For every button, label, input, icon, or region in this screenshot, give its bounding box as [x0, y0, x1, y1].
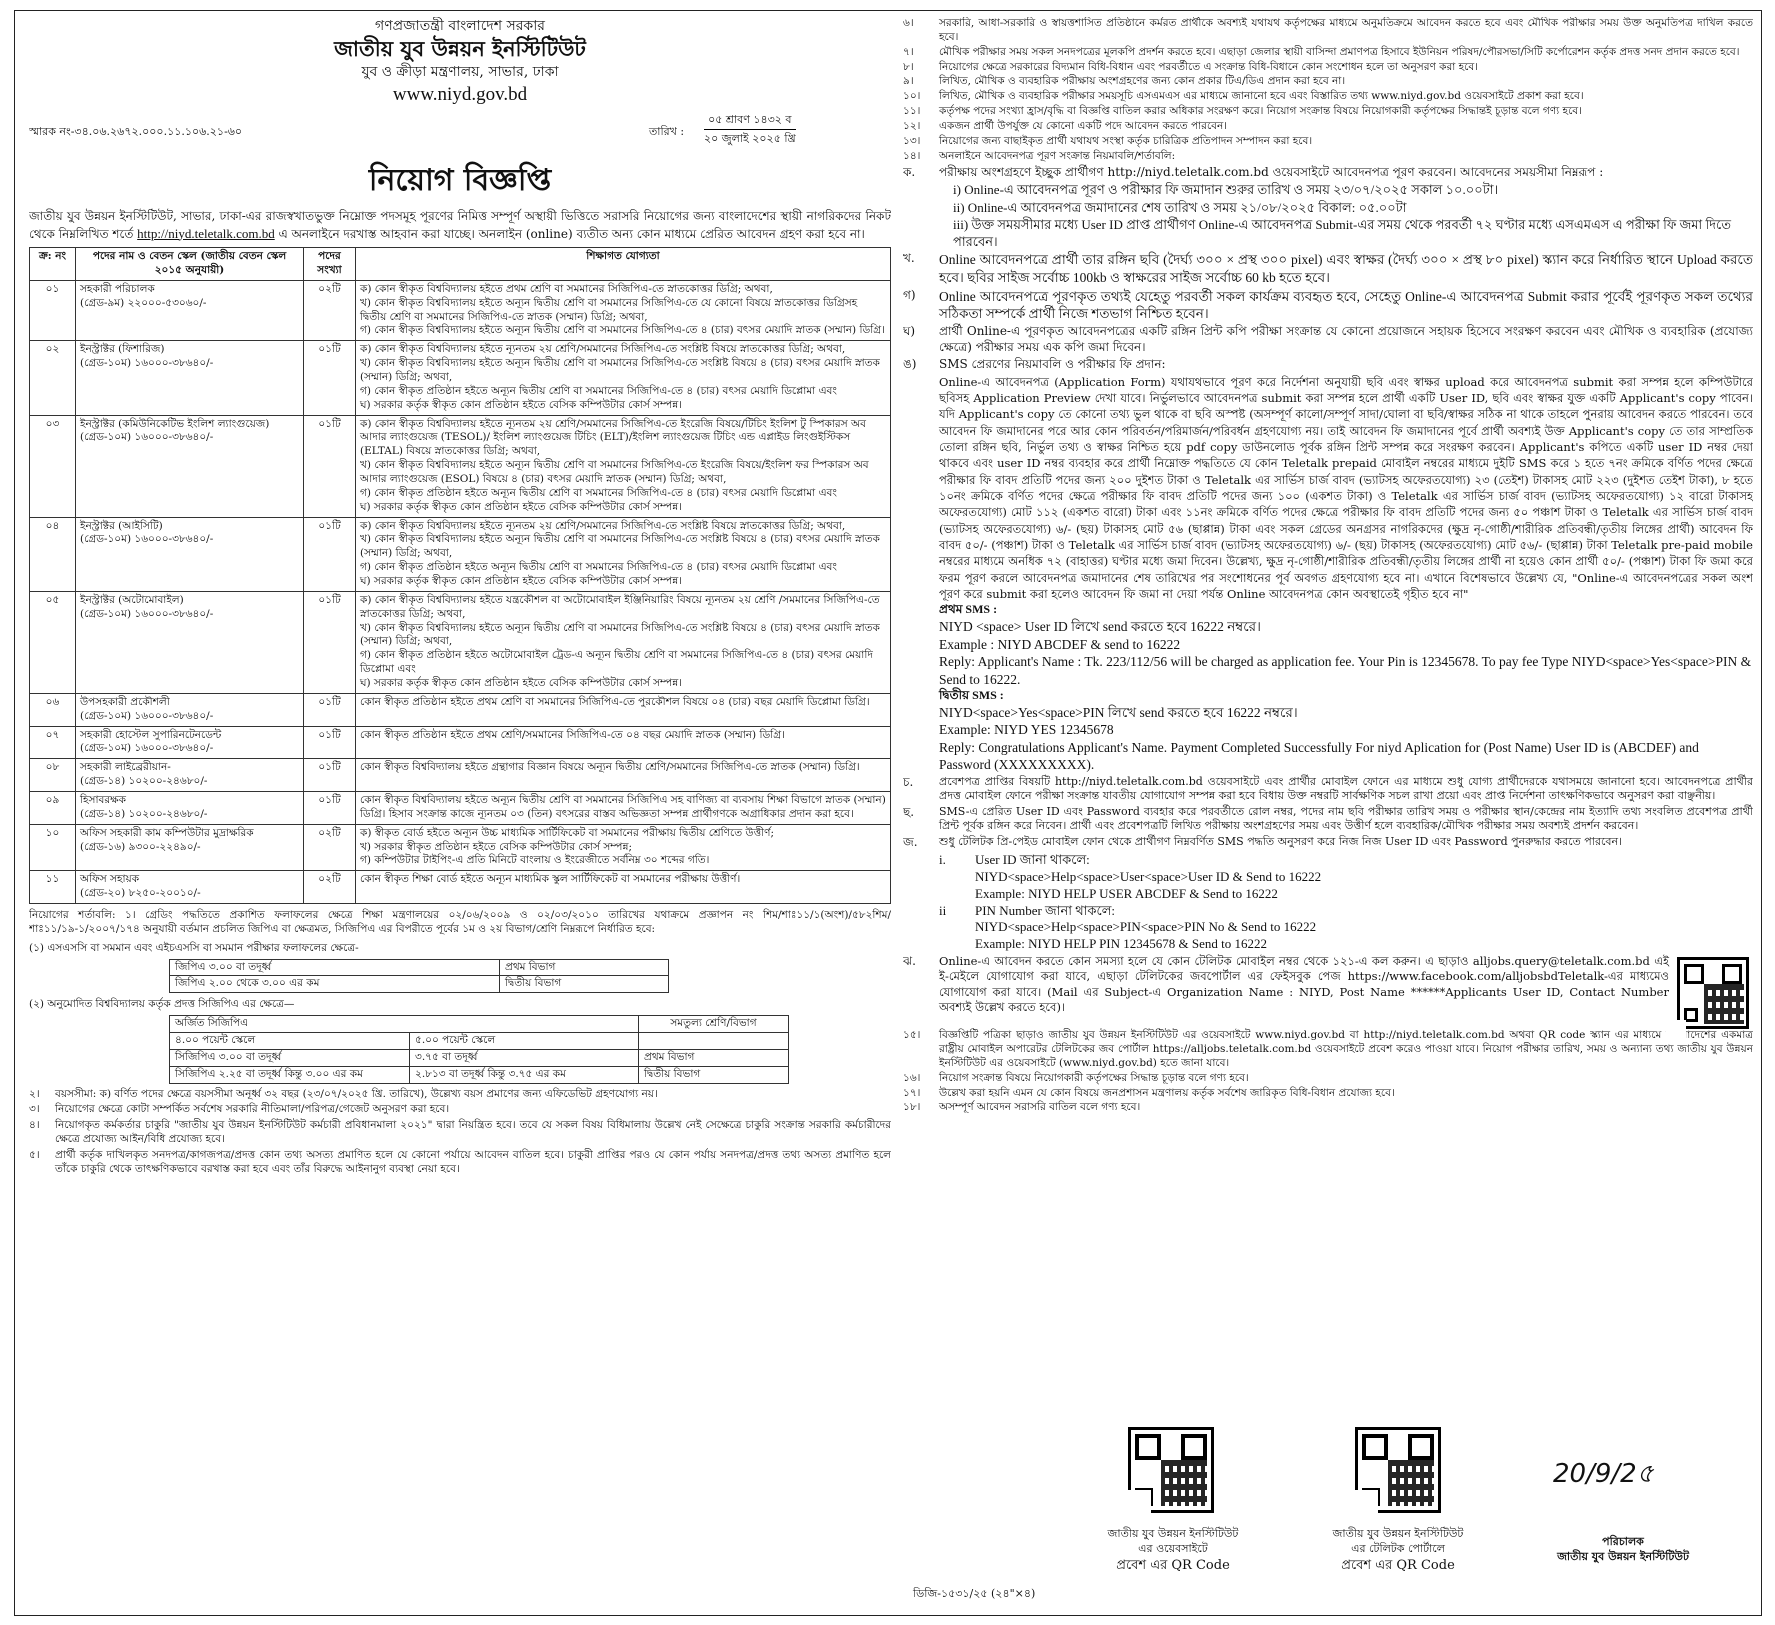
serial-cell: ০৫	[30, 591, 76, 693]
item-number: ৭।	[903, 45, 914, 58]
post-cell	[76, 341, 304, 415]
ssc-gpa: জিপিএ ২.০০ থেকে ৩.০০ এর কম	[170, 976, 500, 993]
qr-code-icon[interactable]	[1355, 1427, 1441, 1513]
qualification-line: ক) কোন স্বীকৃত বিশ্ববিদ্যালয় হইতে প্রথম শ্রেণি বা সমমানের সিজিপিএ-তে স্নাতকোত্তর ডিগ্রি; অথবা,	[360, 282, 773, 295]
qualification-line: ক) কোন স্বীকৃত বিশ্ববিদ্যালয় হইতে ন্যূনতম ২য় শ্রেণি/সমমানের সিজিপিএ-তে সংশ্লিষ্ট বিষয়ে স্নাতকোত্তর ডিগ্রি; অথবা,	[360, 519, 846, 532]
sms-line: NIYD<space>Help<space>PIN<space>PIN No & Send to 16222	[975, 919, 1317, 935]
post-name: সহকারী লাইব্রেরীয়ান-	[80, 761, 171, 774]
item-gha	[903, 324, 1753, 356]
item-number: ১৭।	[903, 1086, 921, 1099]
item-cha	[903, 775, 1753, 804]
post-name: উপসহকারী প্রকৌশলী	[80, 695, 170, 708]
sms-line: Reply: Congratulations Applicant's Name. Payment Completed Successfully For niyd Aplication for (Post Name) User ID is (ABCDEF) and Password (XXXXXXXXX).	[939, 739, 1699, 773]
intro-paragraph	[29, 208, 891, 242]
post-grade: (গ্রেড-১০ম) ১৬০০০-৩৮৬৪০/-	[80, 742, 214, 755]
qualification-line: ক) কোন স্বীকৃত বিশ্ববিদ্যালয় হইতে ন্যূনতম ২য় শ্রেণি/সমমানের সিজিপিএ-তে ইংরেজি বিষয়ে/টিচিং ইংলিশ টু স্পিকারস অব আদার ল্যাংগুয়েজ (TESOL)/ ইংলিশ ল্যাংগুয়েজ টিচিং (ELT)/ইংলিশ ল্যাংগুয়েজ টিচিং এন্ড এপ্লাইড লিংগুইস্টিকস (ELTAL) বিষয়ে স্নাতকোত্তর ডিগ্রি; অথবা,	[360, 417, 866, 458]
sms-first-heading: প্রথম SMS :	[939, 602, 998, 617]
qualification-cell	[356, 341, 891, 415]
sms-line: Reply: Applicant's Name : Tk. 223/112/56 will be charged as application fee. Your Pin is 12345678. To pay fee Type NIYD<space>Yes<space>PIN & Send to 16222.	[939, 654, 1752, 687]
count-cell: ০১টি	[304, 792, 356, 825]
count-cell: ০১টি	[304, 341, 356, 415]
count-cell: ০১টি	[304, 415, 356, 517]
numbered-item	[903, 1029, 1753, 1071]
post-grade: (গ্রেড-১০ম) ১৬০০০-৩৮৬৪০/-	[80, 607, 214, 620]
signature: 20/9/2৫	[1553, 1459, 1654, 1489]
qualification-line: গ) কোন স্বীকৃত প্রতিষ্ঠান হইতে অন্যূন দ্বিতীয় শ্রেণি বা সমমানের সিজিপিএ-তে ৪ (চার) বৎসর মেয়াদি ডিপ্লোমা এবং	[360, 561, 837, 574]
item-number: ৯।	[903, 75, 914, 88]
post-grade: (গ্রেড-১৬) ৯৩০০-২২৪৯০/-	[80, 840, 201, 853]
post-cell	[76, 792, 304, 825]
post-name: হিসাবরক্ষক	[80, 794, 126, 806]
government-name: গণপ্রজাতন্ত্রী বাংলাদেশ সরকার	[375, 18, 545, 34]
item-letter: ক.	[903, 164, 916, 179]
univ-row	[170, 1066, 789, 1083]
recovery-pin	[939, 903, 1753, 920]
count-cell: ০১টি	[304, 517, 356, 591]
qr2-caption	[1308, 1527, 1488, 1574]
item-number: ৪।	[29, 1119, 40, 1132]
date-english: ২০ জুলাই ২০২৫ খ্রি	[704, 132, 796, 146]
item-letter: i.	[939, 851, 946, 867]
univ-cell: ৩.৭৫ বা তদূর্ধ্ব	[410, 1049, 639, 1066]
univ-cell: ৫.০০ পয়েন্ট স্কেলে	[410, 1033, 639, 1050]
serial-cell: ০১	[30, 280, 76, 340]
qualification-line: ঘ) সরকার কর্তৃক স্বীকৃত কোন প্রতিষ্ঠান হইতে বেসিক কম্পিউটার কোর্স সম্পন্ন।	[360, 500, 682, 513]
caption-line: জাতীয় যুব উন্নয়ন ইনস্টিটিউট	[1107, 1527, 1239, 1540]
univ-cell: ৪.০০ পয়েন্ট স্কেলে	[170, 1033, 410, 1050]
qualification-cell	[356, 415, 891, 517]
qualification-line: ক) কোন স্বীকৃত বিশ্ববিদ্যালয় হইতে যন্ত্রকৌশল বা অটোমোবাইল ইঞ্জিনিয়ারিং বিষয়ে ন্যূনতম ২য় শ্রেণি /সমমানের সিজিপিএ-তে স্নাতকোত্তর ডিগ্রি; অথবা,	[360, 593, 880, 620]
item-text: পরীক্ষায় অংশগ্রহণে ইচ্ছুক প্রার্থীগণ http://niyd.teletalk.com.bd ওয়েবসাইটে আবেদনপত্র পূরণ করবেন। আবেদনের সময়সীমা নিম্নরূপ :	[939, 164, 1604, 179]
univ-cell: সিজিপিএ ২.২৫ বা তদূর্ধ্ব কিন্তু ৩.০০ এর কম	[170, 1066, 410, 1083]
qualification-line: খ) কোন স্বীকৃত বিশ্ববিদ্যালয় হইতে অন্যূন দ্বিতীয় শ্রেণি বা সমমানের সিজিপিএ-তে ইংরেজি বিষয়ে/ইংলিশ ফর স্পিকারস অব আদার ল্যাংগুয়েজ (ESOL) বিষয়ে ৪ (চার) বৎসর মেয়াদি স্নাতক (সম্মান) ডিগ্রি; অথবা,	[360, 459, 869, 485]
qualification-line: ক) কোন স্বীকৃত বিশ্ববিদ্যালয় হইতে ন্যূনতম ২য় শ্রেণি/সমমানের সিজিপিএ-তে সংশ্লিষ্ট বিষয়ে স্নাতকোত্তর ডিগ্রি; অথবা,	[360, 343, 846, 356]
caption-line: জাতীয় যুব উন্নয়ন ইনস্টিটিউট	[1332, 1527, 1464, 1540]
numbered-item	[29, 1103, 891, 1117]
item-text: কর্তৃপক্ষ পদের সংখ্যা হ্রাস/বৃদ্ধি বা বিজ্ঞপ্তি বাতিল করার অধিকার সংরক্ষণ করে। নিয়োগ সংক্রান্ত বিষয়ে নিয়োগকারী কর্তৃপক্ষের সিদ্ধান্তই চূড়ান্ত বলে গণ্য হবে।	[939, 105, 1582, 118]
item-number: ১৮।	[903, 1101, 921, 1114]
notice-page	[14, 10, 1762, 1616]
numbered-item	[903, 61, 1753, 75]
univ-cell: সিজিপিএ ৩.০০ বা তদূর্ধ্ব	[170, 1049, 410, 1066]
qr-code-icon[interactable]	[1677, 957, 1749, 1029]
item-number: ১৩।	[903, 134, 921, 147]
ssc-heading: (১) এসএসসি বা সমমান এবং এইচএসসি বা সমমান পরীক্ষার ফলাফলের ক্ষেত্রে-	[29, 941, 359, 954]
table-row	[30, 726, 891, 759]
qualification-cell	[356, 871, 891, 904]
item-text: একজন প্রার্থী উপর্যুক্ত যে কোনো একটি পদে আবেদন করতে পারবেন।	[939, 120, 1228, 133]
numbered-item	[29, 1119, 891, 1147]
left-numbered-list	[29, 1088, 891, 1177]
item-number: ৮।	[903, 60, 914, 73]
item-text: শুধু টেলিটক প্রি-পেইড মোবাইল ফোন থেকে প্রার্থীগণ নিম্নবর্ণিত SMS পদ্ধতি অনুসরণ করে নিজ নিজ User ID এবং Password পুনরুদ্ধার করতে পারবেন।	[939, 835, 1623, 848]
item-letter: ii	[939, 902, 947, 918]
date-label: তারিখ :	[649, 124, 685, 138]
sms-line: NIYD <space> User ID লিখে send করতে হবে 16222 নম্বরে।	[939, 618, 1261, 634]
item-number: ১০।	[903, 90, 921, 103]
jobs-table	[29, 247, 891, 904]
qualification-line: গ) কোন স্বীকৃত প্রতিষ্ঠান হইতে অন্যূন দ্বিতীয় শ্রেণি বা সমমানের সিজিপিএ-তে ৪ (চার) বৎসর মেয়াদি ডিপ্লোমা এবং	[360, 384, 837, 397]
ssc-gpa: জিপিএ ৩.০০ বা তদূর্ধ্ব	[170, 959, 500, 976]
item-letter: খ.	[903, 251, 915, 266]
ka-sub-list	[903, 181, 1753, 250]
conditions-intro: নিয়োগের শর্তাবলি: ১। গ্রেডিং পদ্ধতিতে প্রকাশিত ফলাফলের ক্ষেত্রে শিক্ষা মন্ত্রণালয়ের ০২/০৬/২০০৯ ও ০২/০৩/২০১০ তারিখের যথাক্রমে প্রজ্ঞাপন নং শিম/শাঃ১১/১(অংশ)/৫৮২শিম/শাঃ১১/১৯-১/২০০৭/১৭৪ অনুযায়ী বর্তমান প্রচলিত জিপিএ বা ক্ষেত্রমত, সিজিপিএ এর বিপরীতে পূর্বের ১ম ও ২য় বিভাগ/শ্রেণি নিম্নরূপে নির্ধারিত হবে:	[29, 909, 891, 935]
item-ga	[903, 288, 1753, 324]
item-letter: ঝ.	[903, 954, 916, 969]
sms-line: NIYD<space>Yes<space>PIN লিখে send করতে হবে 16222 নম্বরে।	[939, 704, 1298, 720]
left-column	[29, 17, 891, 1607]
numbered-item	[903, 17, 1753, 45]
item-ka	[903, 165, 1753, 181]
ministry-name: যুব ও ক্রীড়া মন্ত্রণালয়, সাভার, ঢাকা	[361, 64, 559, 81]
ssc-row	[170, 976, 669, 993]
memo-number: স্মারক নং-৩৪.০৬.২৬৭২.০০০.১১.১০৬.২১-৬০	[29, 124, 243, 138]
post-name: ইনস্ট্রাক্টর (অটোমোবাইল)	[80, 593, 184, 606]
sms-fee-paragraph: Online-এ আবেদনপত্র (Application Form) যথাযথভাবে পূরণ করে নির্দেশনা অনুযায়ী ছবি এবং স্বাক্ষর upload করে আবেদনপত্র submit করা সম্পন্ন হলে কম্পিউটারে ছবিসহ Application Preview দেখা যাবে। নির্ভুলভাবে আবেদনপত্র submit করা সম্পন্ন হলে প্রার্থী একটি User ID, ছবি এবং স্বাক্ষর যুক্ত একটি Applicant's copy পাবেন। যদি Applicant's copy তে কোনো তথ্য ভুল থাকে বা ছবি অস্পষ্ট (অসম্পূর্ণ কালো/সম্পূর্ণ সাদা/ঘোলা বা ছবি/স্বাক্ষর সঠিক না থাকে তাহলে পুনরায় আবেদন করতে পারবেন। তবে আবেদন ফি জমাদানের পরে আর কোন পরিবর্তন/পরিমার্জন/পরিবর্ধন গ্রহণযোগ্য নয়। তাই আবেদন ফি জমাদানের পূর্বে প্রার্থী অবশ্যই উক্ত Applicant's copy তে তার সাম্প্রতিক তোলা রঙ্গিন ছবি, নির্ভুল তথ্য ও স্বাক্ষর নিশ্চিত হয়ে pdf copy ডাউনলোড পূর্বক রঙ্গিন প্রিন্ট সম্পন্ন করে সংরক্ষণ করবেন। Applicant's কপিতে একটি user ID নম্বর দেয়া থাকবে এবং user ID নম্বর ব্যবহার করে প্রার্থী নিম্নোক্ত পদ্ধতিতে যে কোন Teletalk prepaid মোবাইল নম্বরের মাধ্যমে দুইটি SMS করে ১ হতে ৭নং ক্রমিকে বর্ণিত পদের ক্ষেত্রে পরীক্ষার ফি বাবদ প্রতিটি পদের জন্য ২০০ দুইশত টাকা ও Teletalk এর সার্ভিস চার্জ বাবদ (ভ্যাটসহ অফেরতযোগ্য) ২৩ (তেইশ) টাকাসহ মোট ২২৩ (দুইশত তেইশ টাকা), ৮ হতে ১০নং ক্রমিকে বর্ণিত পদের ক্ষেত্রে পরীক্ষার ফি বাবদ প্রতিটি পদের জন্য ১০০ (একশত টাকা) ও Teletalk এর সার্ভিস চার্জ বাবদ (ভ্যাটসহ অফেরতযোগ্য) ১২ বারো টাকাসহ অফেরতযোগ্য) মোট ১১২ (একশত বারো) টাকা এবং ১১নং ক্রমিকে বর্ণিত পদের ক্ষেত্রে পরীক্ষার ফি বাবদ প্রতিটি পদের জন্য ৫০ পঞ্চাশ টাকা ও Teletalk এর সার্ভিস চার্জ বাবদ (ভ্যাটসহ অফেরতযোগ্য) ৬/- (ছয়) টাকাসহ মোট ৫৬ (ছাপ্পান্ন) টাকা এবং সকল গ্রেডের অনগ্রসর নাগরিকদের (ক্ষুদ্র নৃ-গোষ্ঠী/শারীরিক প্রতিবন্ধী/তৃতীয় লিঙ্গের প্রার্থী) আবেদন ফি বাবদ ৫০/- (পঞ্চাশ) টাকা ও Teletalk এর সার্ভিস চার্জ বাবদ (ভ্যাটসহ অফেরতযোগ্য) ৬/- (ছয়) টাকাসহ (অফেরতযোগ্য) মোট ৫৬/- (ছাপ্পান্ন) টাকা Teletalk pre-paid mobile নম্বরের মাধ্যমে অনধিক ৭২ (বাহাত্তর) ঘণ্টার মধ্যে জমা দিবেন। উল্লেখ্য, ক্ষুদ্র নৃ-গোষ্ঠী/শারীরিক প্রতিবন্ধী/তৃতীয় লিঙ্গের প্রার্থী না হয়েও কোন প্রার্থী ৫০/- (পঞ্চাশ) টাকা ফি জমা করে ফরম পূরণ করলে আবেদনপত্র জমাদানের শেষ তারিখের পর সংশোধনের পূর্ব অবগত গ্রহণযোগ্য হবে না। এখানে বিশেষভাবে উল্লেখ্য যে, "Online-এ আবেদনপত্রের সকল অংশ পূরণ করে submit করা হলেও আবেদন ফি জমা না দেয়া পর্যন্ত Online আবেদনপত্র কোন অবস্থাতেই গৃহীত হবে না"	[939, 374, 1753, 602]
item-text: SMS-এ প্রেরিত User ID এবং Password ব্যবহার করে পরবর্তীতে রোল নম্বর, পদের নাম ছবি পরীক্ষার তারিখ সময় ও পরীক্ষার স্থান/কেন্দ্রের নাম ইত্যাদি তথ্য সংবলিত প্রবেশপত্র প্রার্থী প্রিন্ট পূর্বক রঙ্গিন করে নিবেন। প্রার্থী এবং প্রবেশপত্রটি লিখিত পরীক্ষায় অংশগ্রহণের সময় এবং উত্তীর্ণ হলে ব্যবহারিক/মৌখিক পরীক্ষার সময় অবশ্যই প্রদর্শন করবেন।	[939, 804, 1753, 833]
qualification-line: খ) কোন স্বীকৃত বিশ্ববিদ্যালয় হইতে অন্যূন দ্বিতীয় শ্রেণি বা সমমানের সিজিপিএ-তে সংশ্লিষ্ট বিষয়ে ৪ (চার) বৎসর মেয়াদি স্নাতক (সম্মান) ডিগ্রি; অথবা,	[360, 357, 880, 383]
serial-cell: ০৬	[30, 693, 76, 726]
count-cell: ০২টি	[304, 280, 356, 340]
table-row	[30, 415, 891, 517]
qualification-line: কোন স্বীকৃত শিক্ষা বোর্ড হইতে অন্যূন মাধ্যমিক স্কুল সার্টিফিকেট বা সমমানের পরীক্ষায় উত্তীর্ণ।	[360, 873, 741, 886]
univ-head-cgpa: অর্জিত সিজিপিএ	[170, 1016, 639, 1033]
count-cell: ০১টি	[304, 693, 356, 726]
sms-second-heading: দ্বিতীয় SMS :	[939, 688, 1004, 703]
table-row	[30, 693, 891, 726]
qualification-cell	[356, 824, 891, 871]
item-number: ৫।	[29, 1149, 40, 1162]
sms-line: Example: NIYD YES 12345678	[939, 722, 1114, 738]
right-numbered-list-2	[903, 1029, 1753, 1115]
item-text: সরকারি, আধা-সরকারি ও স্বায়ত্তশাসিত প্রতিষ্ঠানে কর্মরত প্রার্থীকে অবশ্যই যথাযথ কর্তৃপক্ষের মাধ্যমে অনুমতিক্রমে আবেদন করতে হবে এবং মৌখিক পরীক্ষার সময় উক্ত অনুমতিপত্র দাখিল করতে হবে।	[939, 17, 1753, 43]
serial-cell: ০৭	[30, 726, 76, 759]
post-grade: (গ্রেড-২০) ৮২৫০-২০০১০/-	[80, 887, 201, 900]
item-number: ১১।	[903, 105, 921, 118]
post-cell	[76, 726, 304, 759]
univ-cell	[639, 1033, 789, 1050]
ka-sub-item: i) Online-এ আবেদনপত্র পূরণ ও পরীক্ষার ফি জমাদান শুরুর তারিখ ও সময় ২৩/০৭/২০২৫ সকাল ১০.০০টা।	[953, 182, 1499, 198]
table-row	[30, 280, 891, 340]
univ-row	[170, 1049, 789, 1066]
reference-row	[29, 111, 891, 151]
qr1-caption	[1083, 1527, 1263, 1574]
institute-name: জাতীয় যুব উন্নয়ন ইনস্টিটিউট	[334, 36, 586, 62]
designation-line: পরিচালক	[1602, 1535, 1644, 1548]
item-number: ৬।	[903, 17, 914, 29]
table-row	[30, 591, 891, 693]
website-link[interactable]: www.niyd.gov.bd	[392, 83, 528, 105]
item-text: লিখিত, মৌখিক ও ব্যবহারিক পরীক্ষার সময়সূচি এসএমএস এর মাধ্যমে জানানো হবে এবং বিস্তারিত তথ্য www.niyd.gov.bd ওয়েবসাইটে প্রকাশ করা হবে।	[939, 90, 1584, 103]
numbered-item	[903, 75, 1753, 89]
qualification-cell	[356, 280, 891, 340]
item-text: প্রার্থী কর্তৃক দাখিলকৃত সনদপত্র/কাগজপত্র/প্রদত্ত কোন তথ্য অসত্য প্রমাণিত হলে যে কোনো পর্যায়ে আবেদন বাতিল হবে। চাকুরী প্রাপ্তির পরও যে কোন পর্যায় সনদপত্র/প্রদত্ত তথ্য অসত্য প্রমাণিত হলে তাঁকে চাকুরি থেকে তাৎক্ষণিকভাবে বরখাস্ত করা হবে এবং তাঁর বিরুদ্ধে আইনানুগ ব্যবস্থা নেয়া হবে।	[55, 1149, 891, 1175]
designation-line: জাতীয় যুব উন্নয়ন ইনস্টিটিউট	[1557, 1549, 1689, 1563]
univ-cell: প্রথম বিভাগ	[639, 1049, 789, 1066]
page-title: নিয়োগ বিজ্ঞপ্তি	[368, 162, 552, 198]
col-header-post: পদের নাম ও বেতন স্কেল (জাতীয় বেতন স্কেল ২০১৫ অনুযায়ী)	[76, 248, 304, 281]
post-cell	[76, 824, 304, 871]
recovery-block	[903, 852, 1753, 953]
univ-head-division: সমতুল্য শ্রেণি/বিভাগ	[639, 1016, 789, 1033]
serial-cell: ১০	[30, 824, 76, 871]
item-number: ২।	[29, 1087, 40, 1100]
numbered-item	[903, 1072, 1753, 1086]
col-header-qualification: শিক্ষাগত যোগ্যতা	[356, 248, 891, 281]
caption-line: এর ওয়েবসাইটে	[1138, 1541, 1208, 1555]
item-number: ১২।	[903, 120, 921, 133]
item-jha	[903, 954, 1669, 1015]
header	[29, 17, 891, 107]
univ-heading: (২) অনুমোদিত বিশ্ববিদ্যালয় কর্তৃক প্রদত্ত সিজিপিএ এর ক্ষেত্রে—	[29, 998, 295, 1011]
ka-sub-item: iii) উক্ত সময়সীমার মধ্যে User ID প্রাপ্ত প্রার্থীগণ Online-এ আবেদনপত্র Submit-এর সময় থেকে পরবর্তী ৭২ ঘণ্টার মধ্যে এসএমএস এ পরীক্ষা ফি জমা দিতে পারবেন।	[953, 216, 1731, 249]
post-grade: (গ্রেড-১৪) ১০২০০-২৪৬৮০/-	[80, 807, 208, 820]
qualification-cell	[356, 726, 891, 759]
post-cell	[76, 280, 304, 340]
univ-cell: ২.৮১৩ বা তদূর্ধ্ব কিন্তু ৩.৭৫ এর কম	[410, 1066, 639, 1083]
table-row	[30, 792, 891, 825]
recovery-user-heading: User ID জানা থাকলে:	[975, 851, 1090, 867]
table-row	[30, 824, 891, 871]
ssc-division: দ্বিতীয় বিভাগ	[500, 976, 669, 993]
item-number: ১৪।	[903, 149, 921, 162]
numbered-item	[29, 1149, 891, 1177]
univ-head-row	[170, 1016, 789, 1033]
caption-line: প্রবেশ এর QR Code	[1116, 1557, 1230, 1573]
qualification-line: ঘ) সরকার কর্তৃক স্বীকৃত কোন প্রতিষ্ঠান হইতে বেসিক কম্পিউটার কোর্স সম্পন্ন।	[360, 398, 682, 411]
numbered-item	[29, 1088, 891, 1102]
item-text: Online-এ আবেদন করতে কোন সমস্যা হলে যে কোন টেলিটক মোবাইল নম্বর থেকে ১২১-এ কল করুন। এ ছাড়াও alljobs.query@teletalk.com.bd এই ই-মেইলে যোগাযোগ করা যাবে, এছাড়া টেলিটকের জবপোর্টাল এর ফেইসবুক পেজ https://www.facebook.com/alljobsbdTeletalk-এর মাধ্যমেও যোগাযোগ করা যাবে। (Mail এর Subject-এ Organization Name : NIYD, Post Name ******Applicants User ID, Contact Number অবশ্যই উল্লেখ করতে হবে)।	[939, 954, 1669, 1014]
item-text: প্রবেশপত্র প্রাপ্তির বিষয়টি http://niyd.teletalk.com.bd ওয়েবসাইটে এবং প্রার্থীর মোবাইল ফোনে এর মাধ্যমে শুধু যোগ্য প্রার্থীদেরকে যথাসময়ে জানানো হবে। আবেদনপত্রে প্রার্থীর প্রদত্ত মোবাইল ফোনে পরীক্ষা সংক্রান্ত যাবতীয় যোগাযোগ সম্পন্ন করা হবে বিধায় উক্ত নম্বরটি সার্বক্ষণিক সচল রাখা প্রয়ো এবং প্রাপ্ত নির্দেশনা তাৎক্ষণিকভাবে অনুসরণ করা বাঞ্ছনীয়।	[939, 774, 1753, 803]
item-letter: ছ.	[903, 804, 915, 819]
numbered-item	[903, 105, 1753, 119]
qr-code-icon[interactable]	[1128, 1427, 1214, 1513]
item-letter: জ.	[903, 835, 918, 849]
qualification-line: ঘ) সরকার কর্তৃক স্বীকৃত কোন প্রতিষ্ঠান হইতে বেসিক কম্পিউটার কোর্স সম্পন্ন।	[360, 574, 682, 587]
caption-line: প্রবেশ এর QR Code	[1341, 1557, 1455, 1573]
jobs-table-header	[30, 248, 891, 281]
qualification-line: কোন স্বীকৃত প্রতিষ্ঠান হইতে প্রথম শ্রেণি বা সমমানের সিজিপিএ-তে পুরকৌশল বিষয়ে ০৪ (চার) বছর মেয়াদি ডিপ্লোমা ডিগ্রি।	[360, 695, 870, 708]
item-letter: ঙ)	[903, 356, 917, 371]
count-cell: ০১টি	[304, 759, 356, 792]
item-text: Online আবেদনপত্রে প্রার্থী তার রঙ্গিন ছবি (দৈর্ঘ্য ৩০০ × প্রস্থ ৩০০ pixel) এবং স্বাক্ষর (দৈর্ঘ্য ৩০০ × প্রস্থ ৮০ pixel) স্ক্যান করে নির্ধারিত স্থানে Upload করতে হবে। ছবির সাইজ সর্বোচ্চ 100kb ও স্বাক্ষরের সাইজ সর্বোচ্চ 60 kb হতে হবে।	[939, 252, 1753, 285]
qualification-line: কোন স্বীকৃত প্রতিষ্ঠান হইতে প্রথম শ্রেণি/সমমানের সিজিপিএ-তে ০৪ বছর মেয়াদি স্নাতক (সম্মান) ডিগ্রি।	[360, 728, 785, 741]
qualification-line: গ) কোন স্বীকৃত প্রতিষ্ঠান হইতে অন্যূন দ্বিতীয় শ্রেণি বা সমমানের সিজিপিএ-তে ৪ (চার) বৎসর মেয়াদি ডিপ্লোমা এবং	[360, 486, 837, 499]
qualification-line: ঘ) সরকার কর্তৃক স্বীকৃত কোন প্রতিষ্ঠান হইতে বেসিক কম্পিউটার কোর্স সম্পন্ন।	[360, 676, 682, 689]
item-uma	[903, 357, 1753, 373]
caption-line: এর টেলিটক পোর্টালে	[1351, 1541, 1445, 1555]
recovery-pin-heading: PIN Number জানা থাকলে:	[975, 902, 1116, 918]
univ-row	[170, 1033, 789, 1050]
univ-cgpa-table	[169, 1015, 789, 1083]
item-text: উল্লেখ করা হয়নি এমন যে কোন বিষয়ে জনপ্রশাসন মন্ত্রণালয় কর্তৃক সর্বশেষ জারিকৃত বিধি-বিধান প্রযোজ্য হবে।	[939, 1086, 1395, 1099]
ssc-division: প্রথম বিভাগ	[500, 959, 669, 976]
item-number: ১৬।	[903, 1071, 921, 1084]
post-name: সহকারী পরিচালক	[80, 282, 155, 295]
recovery-user	[939, 852, 1753, 869]
qualification-line: খ) কোন স্বীকৃত বিশ্ববিদ্যালয় হইতে অন্যূন দ্বিতীয় শ্রেণি বা সমমানের সিজিপিএ-তে সংশ্লিষ্ট বিষয়ে ৪ (চার) বৎসর মেয়াদি স্নাতক (সম্মান) ডিগ্রি; অথবা,	[360, 533, 880, 560]
item-jha-row	[903, 953, 1753, 1029]
numbered-item	[903, 150, 1753, 164]
post-cell	[76, 517, 304, 591]
univ-cell: দ্বিতীয় বিভাগ	[639, 1066, 789, 1083]
qualification-line: খ) কোন স্বীকৃত বিশ্ববিদ্যালয় হইতে অন্যূন দ্বিতীয় শ্রেণি বা সমমানের সিজিপিএ-তে সংশ্লিষ্ট বিষয়ে ৪ (চার) বৎসর মেয়াদি স্নাতক (সম্মান) ডিগ্রি; অথবা,	[360, 621, 880, 648]
qualification-line: ক) স্বীকৃত বোর্ড হইতে অন্যূন উচ্চ মাধ্যমিক সার্টিফিকেট বা সমমানের পরীক্ষায় দ্বিতীয় শ্রেণিতে উত্তীর্ণ;	[360, 826, 775, 839]
item-letter: চ.	[903, 774, 914, 789]
intro-text-after: এ অনলাইনে দরখাস্ত আহবান করা যাচ্ছে। অনলাইন (online) ব্যতীত অন্য কোন মাধ্যমে প্রেরিত আবেদন গ্রহণ করা হবে না।	[278, 226, 865, 241]
post-cell	[76, 871, 304, 904]
post-grade: (গ্রেড-১০ম) ১৬০০০-৩৮৬৪০/-	[80, 709, 214, 722]
table-row	[30, 759, 891, 792]
item-kha	[903, 251, 1753, 287]
col-header-sl: ক্র: নং	[30, 248, 76, 281]
post-cell	[76, 759, 304, 792]
post-name: অফিস সহকারী কাম কম্পিউটার মুদ্রাক্ষরিক	[80, 826, 254, 839]
qualification-cell	[356, 693, 891, 726]
table-row	[30, 341, 891, 415]
qualification-cell	[356, 517, 891, 591]
post-grade: (গ্রেড-১০ম) ১৬০০০-৩৮৬৪০/-	[80, 357, 214, 370]
ka-sub-item: ii) Online-এ আবেদনপত্র জমাদানের শেষ তারিখ ও সময় ২১/০৮/২০২৫ বিকাল: ০৫.০০টা	[953, 199, 1407, 215]
sms-line: Example: NIYD HELP USER ABCDEF & Send to 16222	[975, 885, 1278, 901]
sms-first-block	[903, 602, 1753, 774]
date-block	[704, 113, 796, 147]
serial-cell: ০৩	[30, 415, 76, 517]
sms-line: NIYD<space>Help<space>User<space>User ID & Send to 16222	[975, 868, 1322, 884]
numbered-item	[903, 1087, 1753, 1101]
qualification-line: গ) কোন স্বীকৃত বিশ্ববিদ্যালয় হইতে অন্যূন দ্বিতীয় শ্রেণি বা সমমানের সিজিপিএ-তে ৪ (চার) বৎসর মেয়াদি স্নাতক (সম্মান) ডিগ্রি।	[360, 324, 885, 337]
qualification-line: গ) কম্পিউটার টাইপিং-এ প্রতি মিনিটে বাংলায় ও ইংরেজীতে সর্বনিম্ন ৩০ শব্দের গতি।	[360, 854, 710, 867]
qualification-line: গ) কোন স্বীকৃত প্রতিষ্ঠান হইতে অটোমোবাইল ট্রেড-এ অন্যূন দ্বিতীয় শ্রেণি বা সমমানের সিজিপিএ-তে ৪ (চার) বৎসর মেয়াদি ডিপ্লোমা এবং	[360, 649, 873, 676]
item-text: SMS প্রেরণের নিয়মাবলি ও পরীক্ষার ফি প্রদান:	[939, 356, 1166, 371]
col-header-count: পদের সংখ্যা	[304, 248, 356, 281]
item-text: নিয়োগের ক্ষেত্রে কোটা সম্পর্কিত সর্বশেষ সরকারি নীতিমালা/পরিপত্র/গেজেট অনুসরণ করা হবে।	[55, 1103, 450, 1116]
serial-cell: ০৯	[30, 792, 76, 825]
right-column	[903, 17, 1753, 1607]
serial-cell: ০৪	[30, 517, 76, 591]
post-name: সহকারী হোস্টেল সুপারিনটেনডেন্ট	[80, 728, 222, 741]
item-text: নিয়োগকৃত কর্মকর্তার চাকুরি "জাতীয় যুব উন্নয়ন ইনস্টিটিউট কর্মচারী প্রবিধানমালা ২০২১" দ্বারা নিয়ন্ত্রিত হবে। তবে যে সকল বিষয় বিধিমালায় উল্লেখ নেই সেক্ষেত্রে চাকুরি সংক্রান্ত সরকারি কর্মচারীদের ক্ষেত্রে প্রযোজ্য আইন/বিধি প্রযোজ্য হবে।	[55, 1119, 891, 1146]
item-text: প্রার্থী Online-এ পূরণকৃত আবেদনপত্রের একটি রঙ্গিন প্রিন্ট কপি পরীক্ষা সংক্রান্ত যে কোনো প্রয়োজনে সহায়ক হিসেবে সংরক্ষণ করবেন এবং মৌখিক ও ব্যবহারিক (প্রযোজ্য ক্ষেত্রে) পরীক্ষার সময় এক কপি জমা দিবেন।	[939, 324, 1753, 355]
numbered-item	[903, 1101, 1753, 1115]
post-grade: (গ্রেড-১০ম) ১৬০০০-৩৮৬৪০/-	[80, 431, 214, 444]
item-letter: ঘ)	[903, 324, 916, 339]
serial-cell: ১১	[30, 871, 76, 904]
item-text: বিজ্ঞপ্তিটি পত্রিকা ছাড়াও জাতীয় যুব উন্নয়ন ইনস্টিটিউট এর ওয়েবসাইটে www.niyd.gov.bd বা http://niyd.teletalk.com.bd অথবা QR code স্ক্যান এর মাধ্যমে বাংলাদেশের একমাত্র রাষ্ট্রীয় মোবাইল অপারেটর টেলিটকের জব পোর্টাল https://alljobs.teletalk.com.bd ওয়েবসাইটে প্রবেশ করেও পাওয়া যাবে। নিয়োগ পরীক্ষার তারিখ, সময় ও অন্যান্য তথ্য জাতীয় যুব উন্নয়ন ইনস্টিটিউট এর ওয়েবসাইটে (www.niyd.gov.bd) হতে জানা যাবে।	[939, 1029, 1753, 1069]
item-text: Online আবেদনপত্রে পূরণকৃত তথ্যই যেহেতু পরবর্তী সকল কার্যক্রম ব্যবহৃত হবে, সেহেতু Online-এ আবেদনপত্র Submit করার পূর্বেই পূরণকৃত সকল তথ্যের সঠিকতা সম্পর্কে প্রার্থী নিজে শতভাগ নিশ্চিত হবেন।	[939, 288, 1753, 322]
item-text: নিয়োগ সংক্রান্ত বিষয়ে নিয়োগকারী কর্তৃপক্ষের সিদ্ধান্ত চূড়ান্ত বলে গণ্য হবে।	[939, 1071, 1249, 1084]
ssc-gpa-table	[169, 959, 669, 994]
ssc-row	[170, 959, 669, 976]
dfp-code: ডিজি-১৫৩১/২৫ (২৪"×৪)	[913, 1587, 1036, 1600]
right-numbered-list	[903, 17, 1753, 164]
count-cell: ০১টি	[304, 591, 356, 693]
item-text: বয়সসীমা: ক) বর্ণিত পদের ক্ষেত্রে বয়সসীমা অনূর্ধ্ব ৩২ বছর (২৩/০৭/২০২৫ খ্রি. তারিখে), উল্লেখ্য বয়স প্রমাণের জন্য এফিডেভিট গ্রহণযোগ্য নয়।	[55, 1087, 658, 1100]
serial-cell: ০৮	[30, 759, 76, 792]
serial-cell: ০২	[30, 341, 76, 415]
item-number: ৩।	[29, 1103, 40, 1116]
item-chha	[903, 805, 1753, 834]
item-letter: গ)	[903, 287, 916, 302]
footer	[903, 1427, 1753, 1607]
teletalk-link[interactable]: http://niyd.teletalk.com.bd	[137, 225, 275, 241]
intro-text-before: জাতীয় যুব উন্নয়ন ইনস্টিটিউট, সাভার, ঢাকা-এর রাজস্বখাতভুক্ত নিম্নোক্ত পদসমূহ পূরণের নিমিত্ত সম্পূর্ণ অস্থায়ী ভিত্তিতে সরাসরি নিয়োগের জন্য বাংলাদেশের স্থায়ী নাগরিকদের নিকট থেকে নিম্নলিখিত শর্তে	[29, 209, 891, 241]
numbered-item	[903, 46, 1753, 60]
qualification-cell	[356, 792, 891, 825]
item-ja	[903, 835, 1753, 851]
post-name: ইনস্ট্রাক্টর (ফিশারিজ)	[80, 343, 165, 356]
count-cell: ০২টি	[304, 871, 356, 904]
post-cell	[76, 693, 304, 726]
item-text: নিয়োগের জন্য বাছাইকৃত প্রার্থী যথাযথ সংস্থা কর্তৃক চারিত্রিক প্রতিপাদন সম্পাদন করা হবে।	[939, 134, 1313, 147]
qualification-cell	[356, 759, 891, 792]
item-text: মৌখিক পরীক্ষার সময় সকল সনদপত্রের মূলকপি প্রদর্শন করতে হবে। এছাড়া জেলার স্থায়ী বাসিন্দা প্রমাণপত্র হিসাবে ইউনিয়ন পরিষদ/পৌরসভা/সিটি কর্পোরেশন কর্তৃক প্রদত্ত সনদ প্রদান করতে হবে।	[939, 45, 1740, 58]
designation	[1513, 1535, 1733, 1565]
table-row	[30, 517, 891, 591]
count-cell: ০২টি	[304, 824, 356, 871]
post-cell	[76, 591, 304, 693]
post-name: ইনস্ট্রাক্টর (কমিউনিকেটিভ ইংলিশ ল্যাংগুয়েজ)	[80, 417, 270, 430]
qualification-line: কোন স্বীকৃত বিশ্ববিদ্যালয় হইতে গ্রন্থাগার বিজ্ঞান বিষয়ে অন্যূন দ্বিতীয় শ্রেণি/সমমানের সিজিপিএ-তে স্নাতক (সম্মান) ডিগ্রি।	[360, 761, 860, 774]
qualification-line: কোন স্বীকৃত বিশ্ববিদ্যালয় হইতে অন্যূন দ্বিতীয় শ্রেণি বা সমমানের সিজিপিএ সহ বাণিজ্য বা ব্যবসায় শিক্ষা বিভাগে স্নাতক (সম্মান) ডিগ্রি। হিসাব সংক্রান্ত কাজে ন্যূনতম ০৩ (তিন) বৎসরের বাস্তব অভিজ্ঞতা সম্পন্ন প্রার্থীগণকে অগ্রাধিকার প্রদান করা হবে।	[360, 794, 886, 820]
item-text: অসম্পূর্ণ আবেদন সরাসরি বাতিল বলে গণ্য হবে।	[939, 1101, 1141, 1114]
table-row	[30, 871, 891, 904]
post-name: অফিস সহায়ক	[80, 873, 140, 886]
qualification-line: খ) সরকার স্বীকৃত প্রতিষ্ঠান হইতে বেসিক কম্পিউটার কোর্স সম্পন্ন;	[360, 840, 632, 853]
numbered-item	[903, 120, 1753, 134]
item-number: ১৫।	[903, 1029, 921, 1042]
numbered-item	[903, 90, 1753, 104]
item-text: অনলাইনে আবেদনপত্র পূরণ সংক্রান্ত নিয়মাবলি/শর্তাবলি:	[939, 149, 1176, 162]
item-text: নিয়োগের ক্ষেত্রে সরকারের বিদ্যমান বিধি-বিধান এবং পরবর্তীতে এ সংক্রান্ত বিধি-বিধানে কোন সংশোধন হলে তা অনুসরণ করা হবে।	[939, 60, 1478, 73]
sms-line: Example : NIYD ABCDEF & send to 16222	[939, 636, 1181, 652]
date-bangla: ০৫ শ্রাবণ ১৪৩২ ব	[704, 113, 796, 131]
sms-line: Example: NIYD HELP PIN 12345678 & Send to 16222	[975, 936, 1267, 952]
count-cell: ০১টি	[304, 726, 356, 759]
qualification-cell	[356, 591, 891, 693]
item-text: লিখিত, মৌখিক ও ব্যবহারিক পরীক্ষায় অংশগ্রহণের জন্য কোন প্রকার টিএ/ডিএ প্রদান করা হবে না।	[939, 75, 1346, 88]
numbered-item	[903, 135, 1753, 149]
post-grade: (গ্রেড-৯ম) ২২০০০-৫৩০৬০/-	[80, 296, 207, 309]
post-grade: (গ্রেড-১৪) ১০২০০-২৪৬৮০/-	[80, 775, 208, 788]
jobs-table-body	[30, 280, 891, 903]
post-cell	[76, 415, 304, 517]
post-name: ইনস্ট্রাক্টর (আইসিটি)	[80, 519, 163, 532]
post-grade: (গ্রেড-১০ম) ১৬০০০-৩৮৬৪০/-	[80, 533, 214, 546]
qualification-line: খ) কোন স্বীকৃত বিশ্ববিদ্যালয় হইতে অন্যূন দ্বিতীয় শ্রেণি বা সমমানের সিজিপিএ-তে যে কোনো বিষয়ে স্নাতকোত্তর ডিগ্রিসহ দ্বিতীয় শ্রেণি বা সমমানের সিজিপিএ-তে স্নাতক (সম্মান) ডিগ্রি; অথবা,	[360, 296, 858, 323]
